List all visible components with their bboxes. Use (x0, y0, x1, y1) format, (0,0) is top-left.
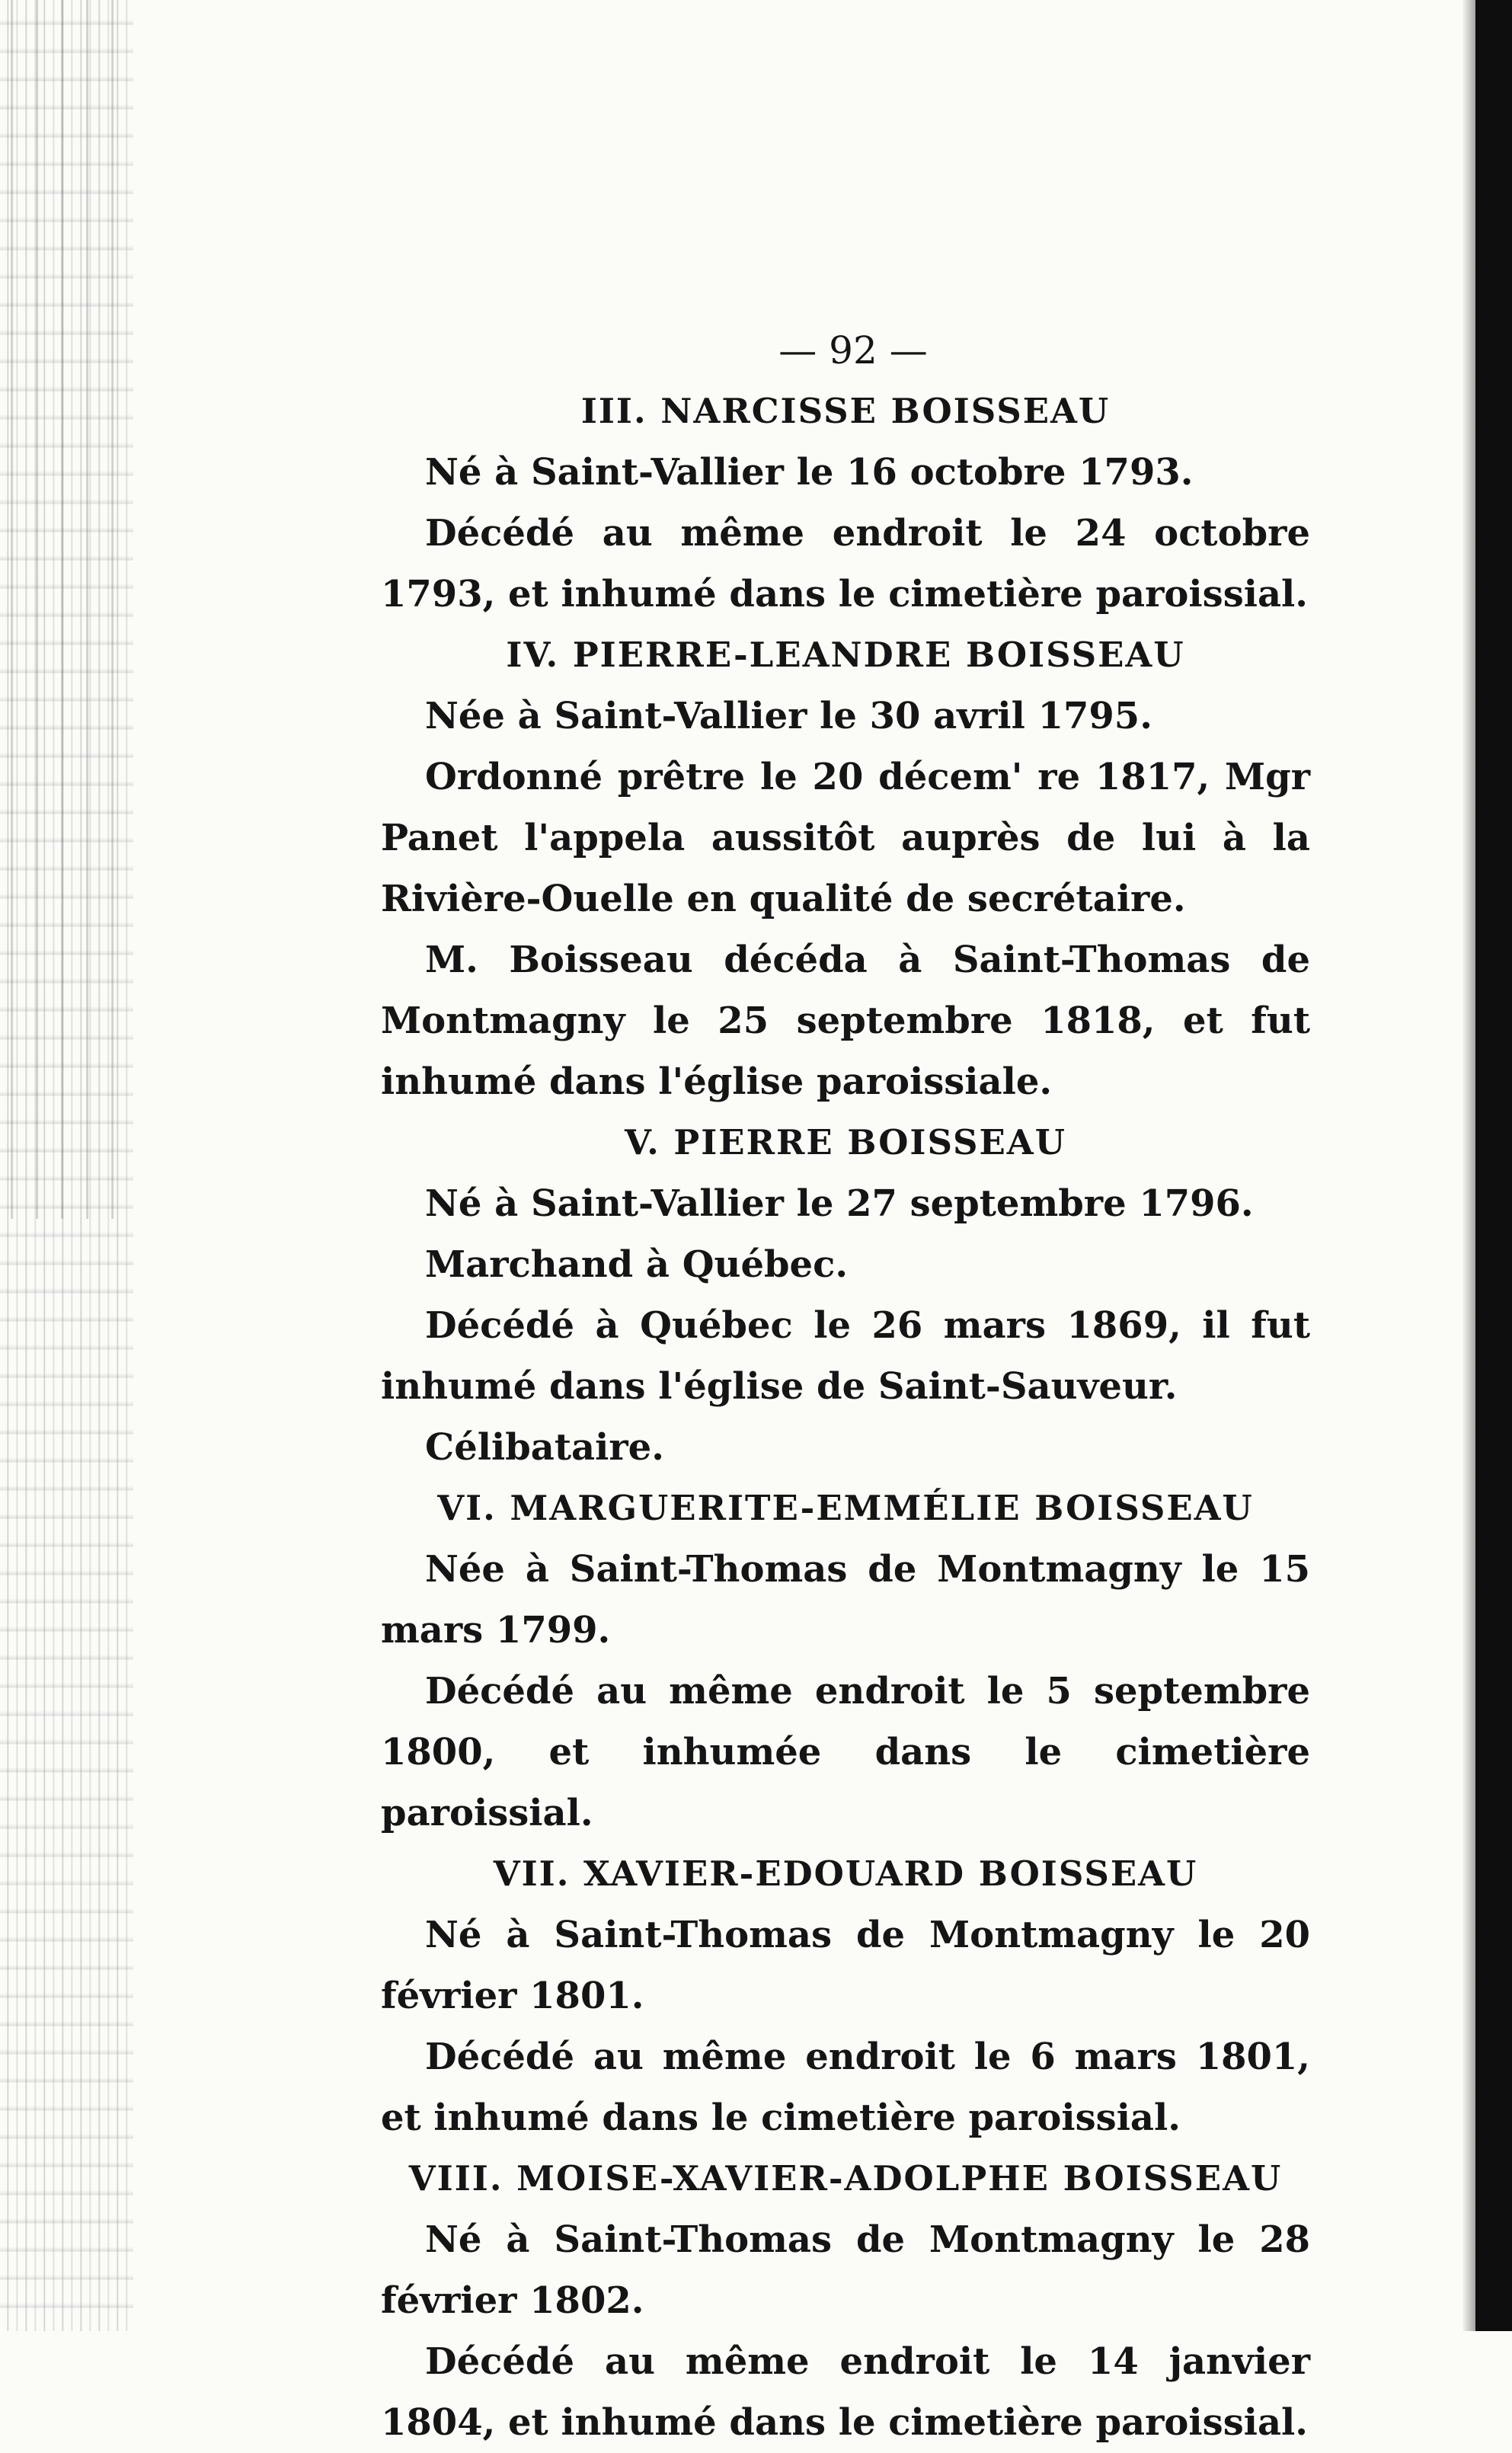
scan-edge-shadow (1462, 0, 1475, 2331)
page-number: — 92 — (778, 328, 928, 373)
entry-v (381, 1112, 1310, 1478)
scan-edge-right (1475, 0, 1512, 2331)
scan-gutter-left-dense (0, 0, 133, 1219)
entry-paragraph: Décédé au même endroit le 6 mars 1801, et inhumé dans le cimetière paroissial. (381, 2036, 1310, 2139)
entry-vi (381, 1478, 1310, 1844)
entry-heading: VI. MARGUERITE-EMMÉLIE BOISSEAU (437, 1488, 1254, 1528)
entry-paragraph: Né à Saint-Vallier le 27 septembre 1796. (425, 1182, 1254, 1225)
entry-paragraph: Décédé à Québec le 26 mars 1869, il fut inhumé dans l'église de Saint-Sauveur. (381, 1304, 1310, 1408)
entry-paragraph: Décédé au même endroit le 24 octobre 1793, et inhumé dans le cimetière paroissial. (381, 512, 1310, 616)
entry-iv (381, 625, 1310, 1112)
entry-paragraph: Marchand à Québec. (425, 1243, 849, 1286)
entry-paragraph: Né à Saint-Thomas de Montmagny le 28 février 1802. (381, 2218, 1310, 2322)
entry-heading: V. PIERRE BOISSEAU (625, 1122, 1066, 1163)
entry-heading: III. NARCISSE BOISSEAU (580, 391, 1111, 431)
entry-paragraph: Née à Saint-Vallier le 30 avril 1795. (425, 695, 1152, 737)
entry-paragraph: Né à Saint-Vallier le 16 octobre 1793. (425, 451, 1194, 494)
entry-heading: IV. PIERRE-LEANDRE BOISSEAU (506, 635, 1185, 675)
entry-paragraph: Ordonné prêtre le 20 décem' re 1817, Mgr Panet l'appela aussitôt auprès de lui à la Rivière-Ouelle en qualité de secrétaire. (381, 756, 1310, 920)
entry-paragraph: M. Boisseau décéda à Saint-Thomas de Montmagny le 25 septembre 1818, et fut inhumé dans l'église paroissiale. (381, 939, 1310, 1103)
entry-paragraph: Célibataire. (425, 1426, 664, 1469)
entry-paragraph: Né à Saint-Thomas de Montmagny le 20 février 1801. (381, 1914, 1310, 2017)
book-page (381, 320, 1310, 2453)
entry-paragraph: Décédé au même endroit le 5 septembre 1800, et inhumée dans le cimetière paroissial. (381, 1670, 1310, 1834)
entry-paragraph: Décédé au même endroit le 14 janvier 1804, et inhumé dans le cimetière paroissial. (381, 2340, 1310, 2444)
entry-vii (381, 1844, 1310, 2148)
entry-heading: VIII. MOISE-XAVIER-ADOLPHE BOISSEAU (408, 2158, 1283, 2199)
entry-viii (381, 2148, 1310, 2453)
entry-heading: VII. XAVIER-EDOUARD BOISSEAU (493, 1853, 1198, 1894)
entry-iii (381, 381, 1310, 625)
entry-paragraph: Née à Saint-Thomas de Montmagny le 15 mars 1799. (381, 1548, 1310, 1652)
